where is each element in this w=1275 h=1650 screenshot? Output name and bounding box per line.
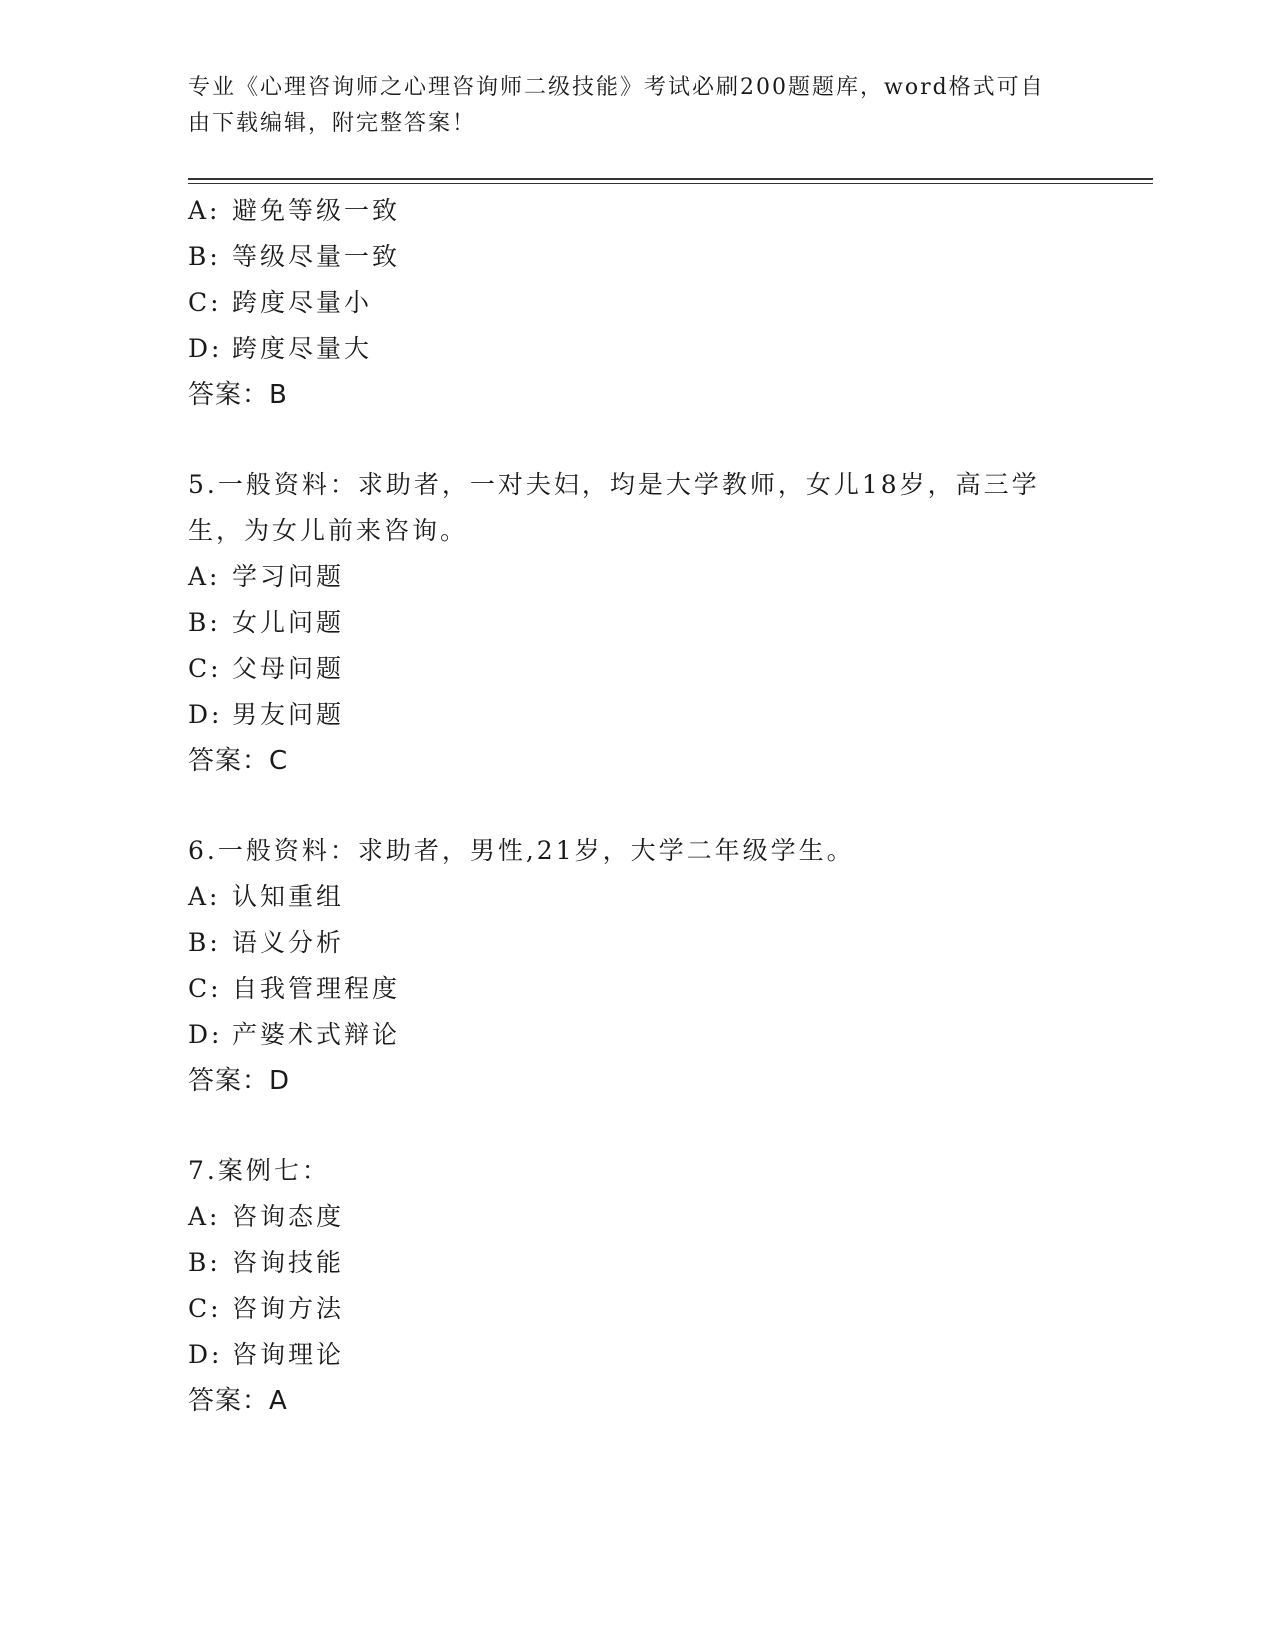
option-a: A: 避免等级一致 [188,196,401,225]
answer-line: 答案：D [188,1066,291,1096]
option-b: B: 女儿问题 [188,608,345,637]
question-text: 5.一般资料：求助者，一对夫妇，均是大学教师，女儿18岁，高三学生，为女儿前来咨询。 [188,470,1040,545]
header-rule-thin [188,183,1153,184]
document-header: 专业《心理咨询师之心理咨询师二级技能》考试必刷200题题库，word格式可自由下载编辑，附完整答案！ [188,75,1045,136]
option-c: C: 自我管理程度 [188,974,401,1003]
option-c: C: 咨询方法 [188,1294,345,1323]
header-rule-thick [188,178,1153,180]
option-a: A: 咨询态度 [188,1202,345,1231]
answer-line: 答案：C [188,746,289,776]
option-b: B: 等级尽量一致 [188,242,401,271]
option-d: D: 产婆术式辩论 [188,1020,401,1049]
option-b: B: 咨询技能 [188,1248,345,1277]
answer-line: 答案：A [188,1386,288,1416]
option-a: A: 学习问题 [188,562,345,591]
question-block [188,1148,1088,1424]
option-b: B: 语义分析 [188,928,345,957]
question-text: 7.案例七： [188,1156,330,1185]
question-list [188,188,1088,1424]
option-d: D: 男友问题 [188,700,345,729]
option-c: C: 跨度尽量小 [188,288,373,317]
option-d: D: 咨询理论 [188,1340,345,1369]
option-a: A: 认知重组 [188,882,345,911]
question-text: 6.一般资料：求助者，男性,21岁，大学二年级学生。 [188,836,855,865]
question-block [188,462,1088,784]
option-c: C: 父母问题 [188,654,345,683]
answer-line: 答案：B [188,380,288,410]
option-d: D: 跨度尽量大 [188,334,373,363]
question-block [188,828,1088,1104]
question-block [188,188,1088,418]
